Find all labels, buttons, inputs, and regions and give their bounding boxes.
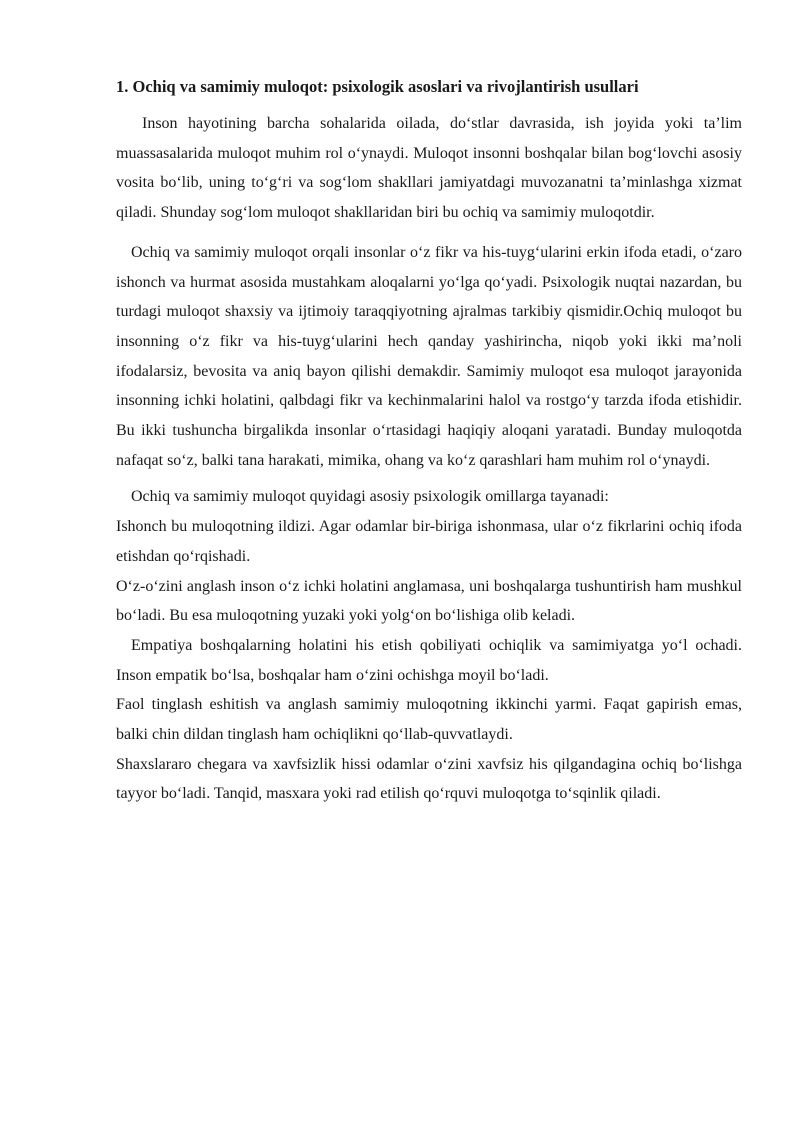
paragraph-active-listening: Faol tinglash eshitish va anglash samimiy muloqotning ikkinchi yarmi. Faqat gapirish emas, balki chin dildan tinglash ham ochiqlikni qo‘llab-quvvatlaydi. [116, 696, 742, 744]
paragraph-definition: Ochiq va samimiy muloqot orqali insonlar o‘z fikr va his-tuyg‘ularini erkin ifoda etadi, o‘zaro ishonch va hurmat asosida mustahkam aloqalarni yo‘lga qo‘yadi. Psixologik nuqtai nazardan, bu turdagi muloqot shaxsiy va ijtimoiy taraqqiyotning ajralmas tarkibiy qismidir.Ochiq muloqot bu insonning o‘z fikr va his-tuyg‘ularini hech qanday yashirincha, niqob yoki ikki ma’noli ifodalarsiz, bevosita va aniq bayon qilishi demakdir. Samimiy muloqot esa muloqot jarayonida insonning ichki holatini, qalbdagi fikr va kechinmalarini halol va rostgo‘y tarzda ifoda etishidir. Bu ikki tushuncha birgalikda insonlar o‘rtasidagi haqiqiy aloqani yaratadi. Bunday muloqotda nafaqat so‘z, balki tana harakati, mimika, ohang va ko‘z qarashlari ham muhim rol o‘ynaydi. [116, 243, 742, 469]
document-body [116, 76, 742, 809]
paragraph-factors-lead: Ochiq va samimiy muloqot quyidagi asosiy psixologik omillarga tayanadi: [131, 488, 609, 506]
paragraph-trust: Ishonch bu muloqotning ildizi. Agar odamlar bir-biriga ishonmasa, ular o‘z fikrlarini ochiq ifoda etishdan qo‘rqishadi. [116, 518, 742, 565]
paragraph-boundaries: Shaxslararo chegara va xavfsizlik hissi odamlar o‘zini xavfsiz his qilgandagina ochiq bo‘lishga tayyor bo‘ladi. Tanqid, masxara yoki rad etilish qo‘rquvi muloqotga to‘sqinlik qiladi. [116, 755, 742, 803]
paragraph-self-awareness: O‘z-o‘zini anglash inson o‘z ichki holatini anglamasa, uni boshqalarga tushuntirish ham mushkul bo‘ladi. Bu esa muloqotning yuzaki yoki yolg‘on bo‘lishiga olib keladi. [116, 577, 742, 625]
paragraph-empathy: Empatiya boshqalarning holatini his etish qobiliyati ochiqlik va samimiyatga yo‘l ochadi. Inson empatik bo‘lsa, boshqalar ham o‘zini ochishga moyil bo‘ladi. [116, 636, 742, 684]
section-heading: 1. Ochiq va samimiy muloqot: psixologik asoslari va rivojlantirish usullari [116, 77, 639, 96]
paragraph-intro: Inson hayotining barcha sohalarida oilada, do‘stlar davrasida, ish joyida yoki ta’lim muassasalarida muloqot muhim rol o‘ynaydi. Muloqot insonni boshqalar bilan bog‘lovchi asosiy vosita bo‘lib, uning to‘g‘ri va sog‘lom shakllari jamiyatdagi muvozanatni ta’minlashga xizmat qiladi. Shunday sog‘lom muloqot shakllaridan biri bu ochiq va samimiy muloqotdir. [116, 115, 742, 222]
